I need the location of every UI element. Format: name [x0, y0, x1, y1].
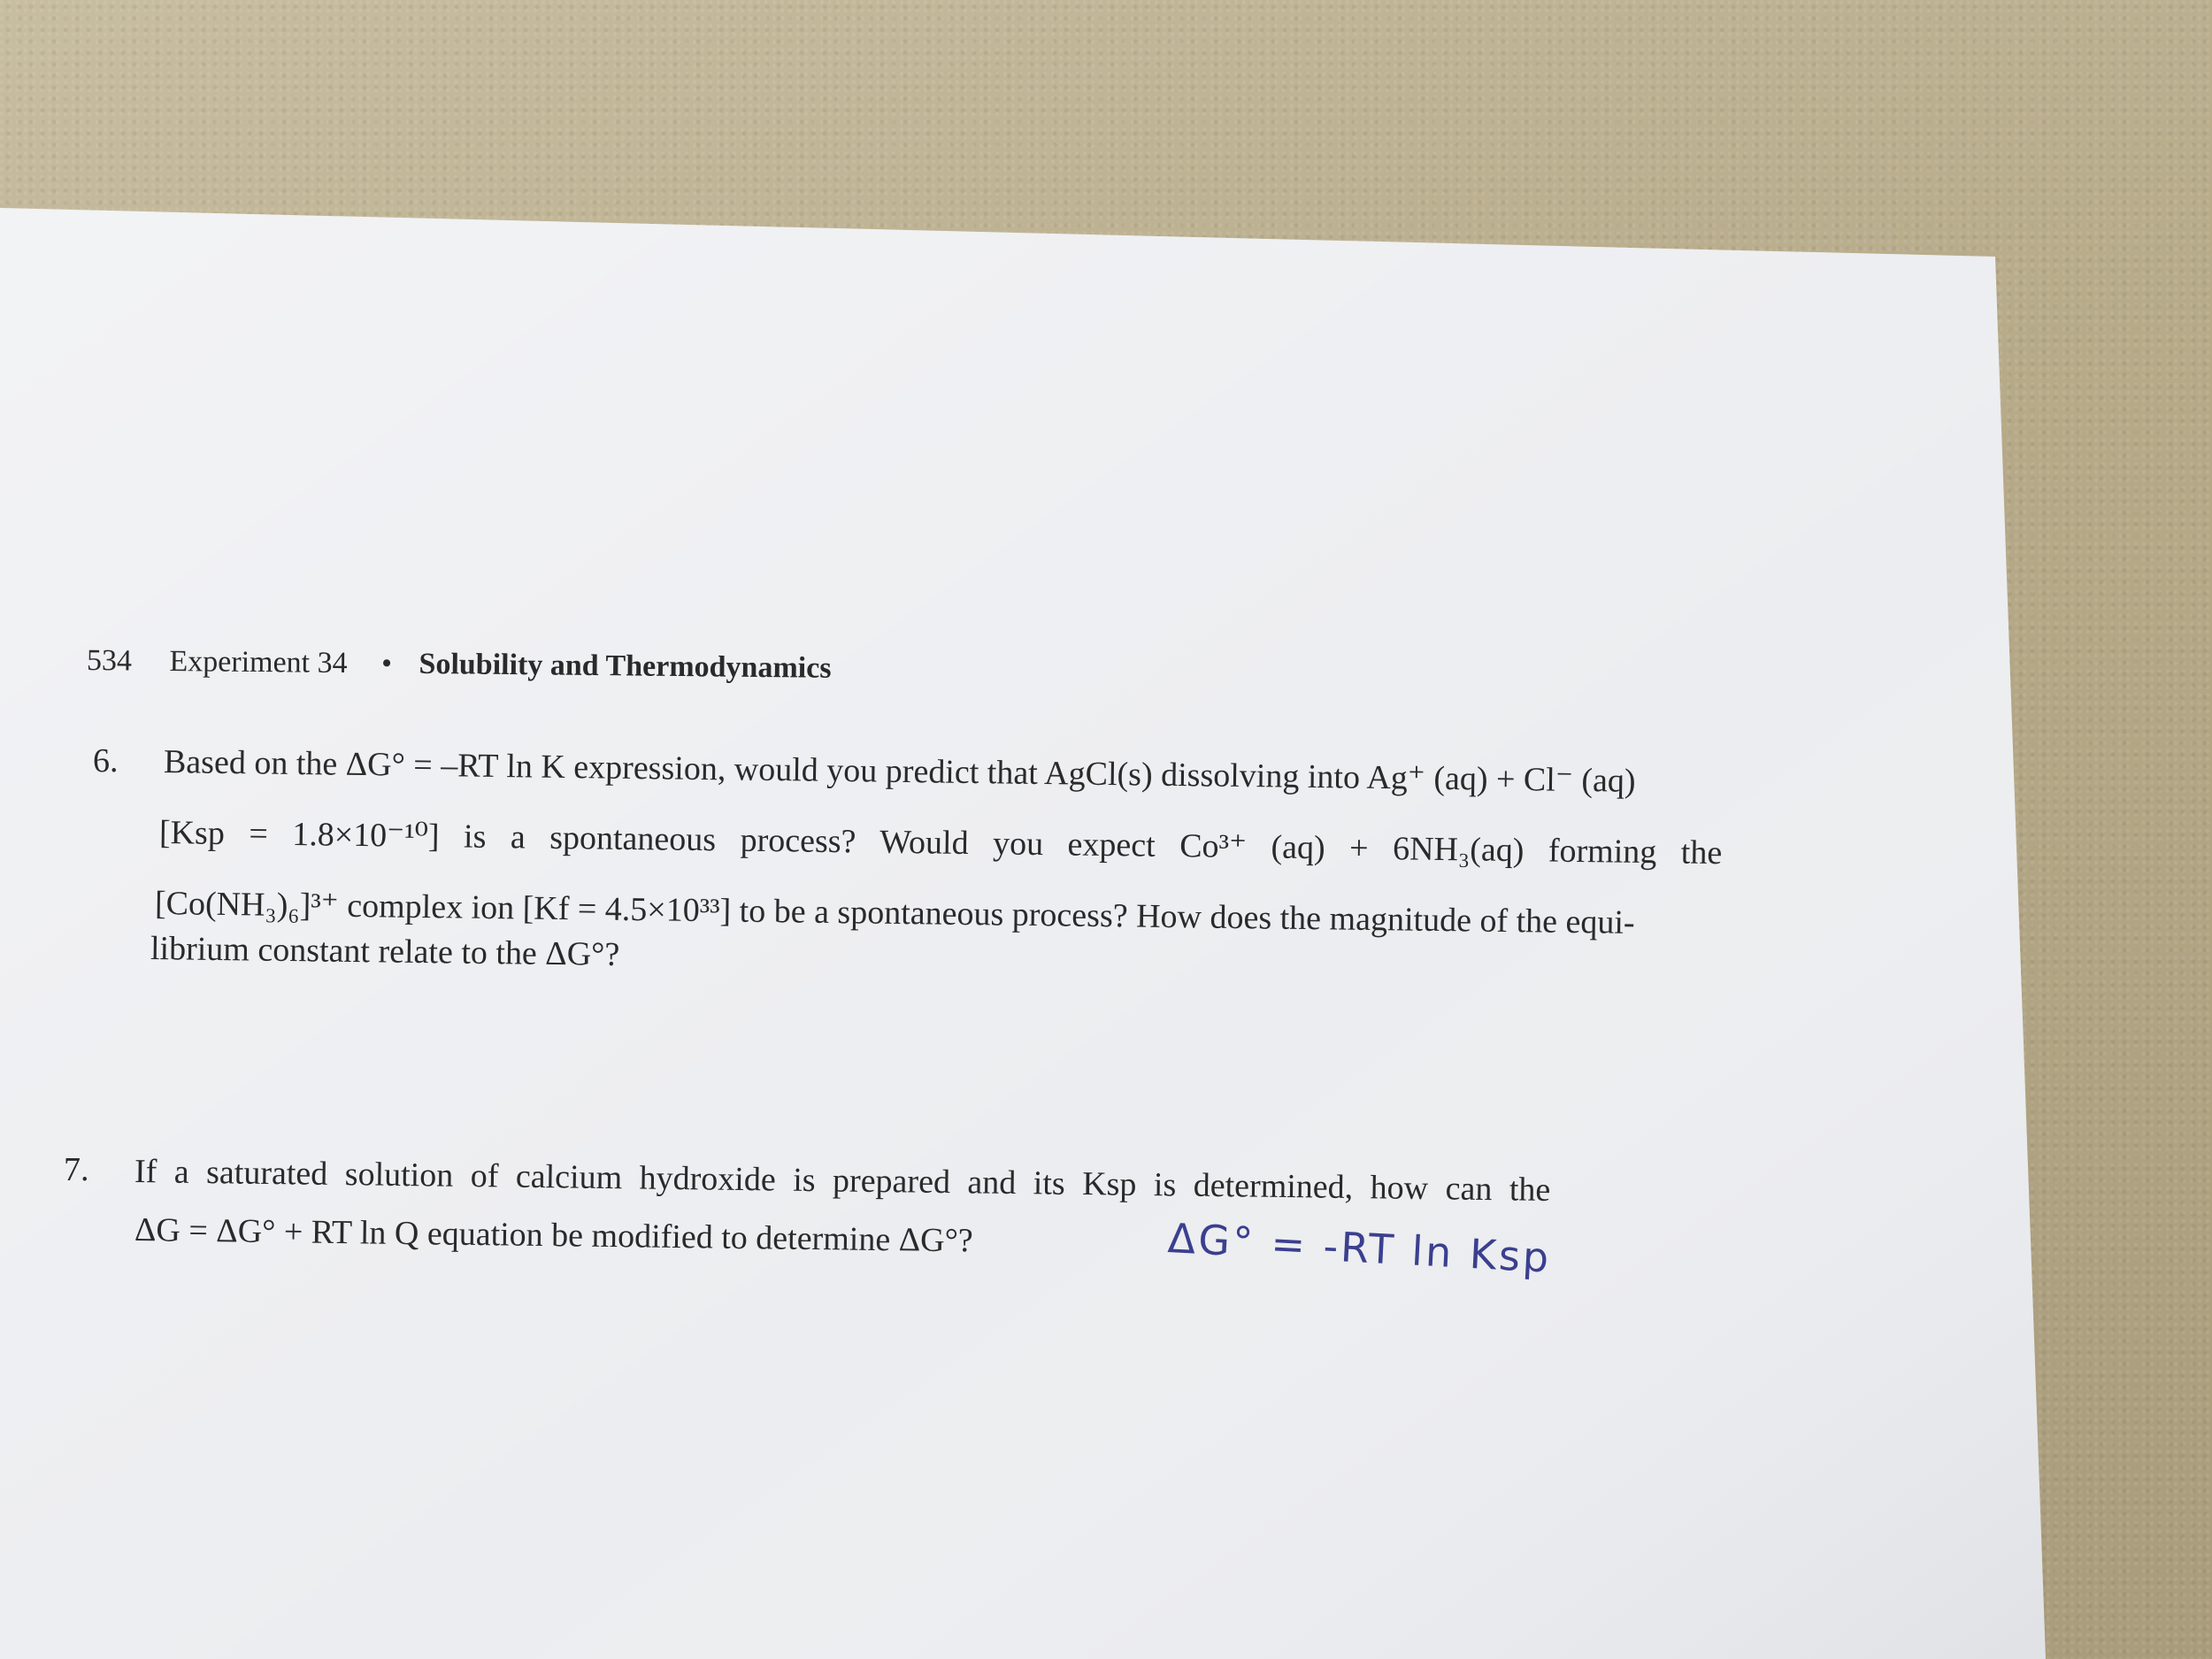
question-line: [Co(NH₃)₆]³⁺ complex ion [Kf = 4.5×10³³] to be a spontaneous process? How does the magnitude of the equi-: [154, 885, 1635, 941]
header-bullet: •: [380, 647, 393, 680]
question-line: [Ksp = 1.8×10⁻¹⁰] is a spontaneous process? Would you expect Co³⁺ (aq) + 6NH₃(aq) forming the: [158, 814, 1723, 872]
page-header: [87, 644, 832, 686]
question-line: Based on the ΔG° = –RT ln K expression, would you predict that AgCl(s) dissolving into Ag⁺ (aq) + Cl⁻ (aq): [163, 743, 1636, 800]
question-line: ΔG = ΔG° + RT ln Q equation be modified to determine ΔG°?: [134, 1211, 973, 1260]
section-title: Solubility and Thermodynamics: [419, 647, 832, 685]
question-line: librium constant relate to the ΔG°?: [150, 930, 620, 973]
experiment-label: Experiment 34: [169, 644, 348, 680]
page-number: 534: [86, 644, 133, 678]
question-line: If a saturated solution of calcium hydroxide is prepared and its Ksp is determined, how can the: [134, 1153, 1551, 1209]
handwritten-answer: ΔG° = -RT ln Ksp: [1166, 1214, 1553, 1282]
question-number: 6.: [93, 742, 119, 780]
question-number: 7.: [64, 1151, 89, 1188]
